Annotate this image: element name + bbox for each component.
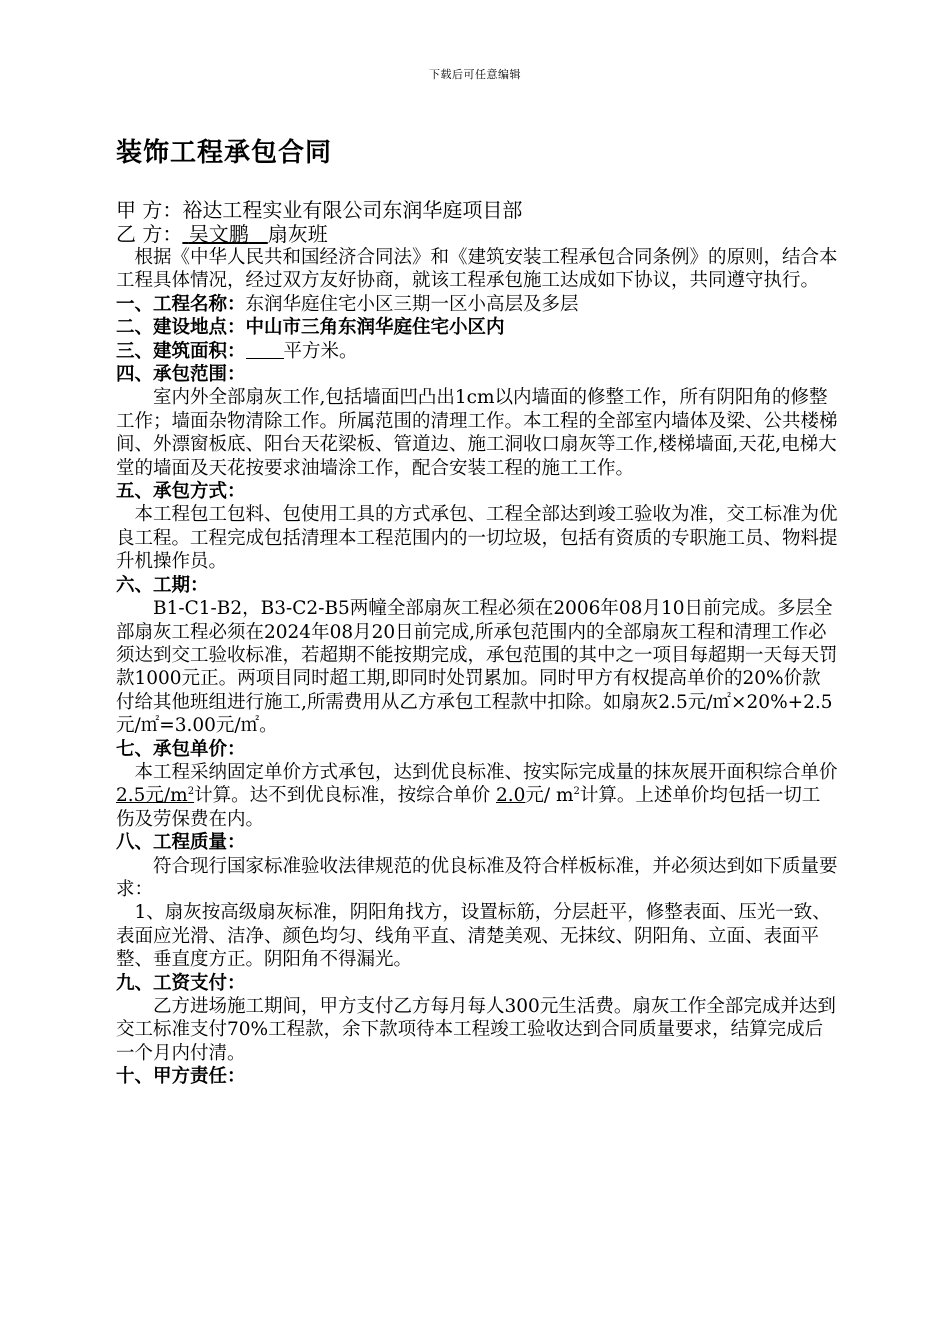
section-3 bbox=[116, 340, 838, 363]
party-a bbox=[116, 198, 838, 222]
section-5-text: 本工程包工包料、包使用工具的方式承包、工程全部达到竣工验收为准，交工标准为优良工程。工程完成包括清理本工程范围内的一切垃圾，包括有资质的专职施工员、物料提升机操作员。 bbox=[116, 504, 838, 573]
contract-body bbox=[116, 198, 838, 1089]
section-1-heading: 一、工程名称： bbox=[116, 293, 246, 315]
unit-b: 元/ $m^2$ bbox=[525, 785, 580, 807]
section-3-text: 平方米。 bbox=[283, 340, 358, 362]
party-b-label: 乙 方： bbox=[116, 222, 183, 246]
party-a-label: 甲 方： bbox=[116, 198, 183, 222]
section-5-heading: 五、承包方式： bbox=[116, 481, 246, 503]
section-4-heading: 四、承包范围： bbox=[116, 364, 246, 386]
party-b-name: 吴文鹏 bbox=[188, 222, 249, 246]
section-8-text: 符合现行国家标准验收法律规范的优良标准及符合样板标准，并必须达到如下质量要求： bbox=[116, 855, 838, 900]
section-3-heading: 三、建筑面积： bbox=[116, 340, 246, 362]
party-a-value: 裕达工程实业有限公司东润华庭项目部 bbox=[182, 198, 523, 222]
section-2 bbox=[116, 316, 838, 339]
preamble: 根据《中华人民共和国经济合同法》和《建筑安装工程承包合同条例》的原则，结合本工程具体情况，经过双方友好协商，就该工程承包施工达成如下协议，共同遵守执行。 bbox=[116, 247, 838, 292]
section-8-item-1: 1、扇灰按高级扇灰标准，阴阳角找方，设置标筋，分层赶平，修整表面、压光一致、表面应光滑、洁净、颜色均匀、线角平直、清楚美观、无抹纹、阴阳角、立面、表面平整、垂直度方正。阴阳角不得漏光。 bbox=[116, 902, 831, 971]
price-b: 2.0 bbox=[495, 785, 526, 807]
document-title: 装饰工程承包合同 bbox=[116, 138, 333, 168]
section-9-heading: 九、工资支付： bbox=[116, 972, 246, 994]
header-note: 下载后可任意编辑 bbox=[429, 68, 521, 81]
section-2-heading: 二、建设地点：中山市三角东润华庭住宅小区内 bbox=[116, 317, 505, 339]
section-4-text: 室内外全部扇灰工作,包括墙面凹凸出1cm以内墙面的修整工作，所有阴阳角的修整工作；墙面杂物清除工作。所属范围的清理工作。本工程的全部室内墙体及梁、公共楼梯间、外漂窗板底、阳台天花梁板、管道边、施工洞收口扇灰等工作,楼梯墙面,天花,电梯大堂的墙面及天花按要求油墙涂工作，配合安装工程的施工工作。 bbox=[116, 387, 838, 479]
party-b bbox=[116, 222, 838, 246]
section-6-heading: 六、工期： bbox=[116, 574, 209, 596]
section-1 bbox=[116, 293, 838, 316]
area-blank bbox=[246, 340, 284, 359]
section-6-text: B1-C1-B2，B3-C2-B5两幢全部扇灰工程必须在2006年08月10日前完成。多层全部扇灰工程必须在2024年08月20日前完成,所承包范围内的全部扇灰工程和清理工作必须达到交工验收标准，若超期不能按期完成，承包范围的其中之一项目每超期一天每天罚款1000元正。两项目同时超工期,即同时处罚累加。同时甲方有权提高单价的20%价款付给其他班组进行施工,所需费用从乙方承包工程款中扣除。如扇灰2.5元/㎡×20%+2.5元/㎡=3.00元/㎡。 bbox=[116, 598, 838, 737]
party-b-value: 扇灰班 bbox=[267, 222, 328, 246]
section-7-text: 本工程采纳固定单价方式承包，达到优良标准、按实际完成量的抹灰展开面积综合单价2.5元$/m^2$计算。达不到优良标准，按综合单价 2.0元/ $m^2$计算。上述单价均包括一切工伤及劳保费在内。 bbox=[116, 761, 838, 830]
section-8-heading: 八、工程质量： bbox=[116, 832, 246, 854]
section-9-text: 乙方进场施工期间，甲方支付乙方每月每人300元生活费。扇灰工作全部完成并达到交工标准支付70%工程款，余下款项待本工程竣工验收达到合同质量要求，结算完成后一个月内付清。 bbox=[116, 996, 836, 1064]
section-10-heading: 十、甲方责任： bbox=[116, 1066, 246, 1088]
section-1-text: 东润华庭住宅小区三期一区小高层及多层 bbox=[245, 293, 579, 315]
section-7-heading: 七、承包单价： bbox=[116, 738, 246, 760]
price-a: 2.5元$/m^2$ bbox=[116, 785, 195, 807]
